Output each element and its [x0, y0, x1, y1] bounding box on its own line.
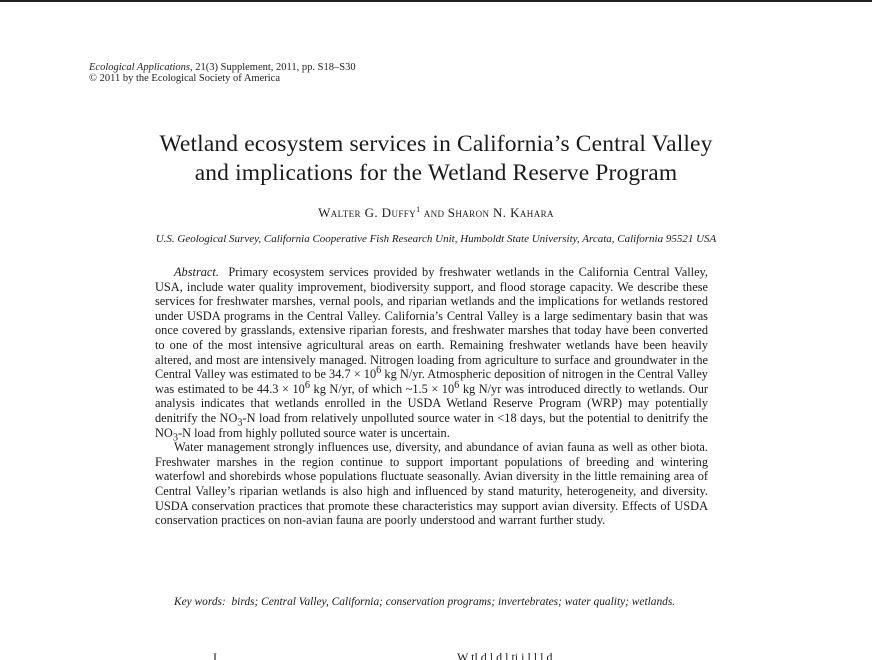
- exponent-1: 6: [376, 365, 382, 377]
- body-text-left-fragment: I: [213, 650, 217, 660]
- abstract-label: Abstract.: [174, 265, 219, 279]
- journal-citation: [89, 62, 356, 84]
- author-joiner: and: [423, 205, 445, 220]
- author-1: Walter G. Duffy: [318, 205, 417, 220]
- abstract: [155, 265, 708, 528]
- title-line-1: Wetland ecosystem services in California’s Central Valley: [159, 131, 713, 157]
- author-2: Sharon N. Kahara: [447, 205, 554, 220]
- citation-line: [89, 62, 356, 73]
- subscript-1: 3: [237, 417, 243, 429]
- abstract-paragraph-1: [155, 265, 709, 443]
- abstract-text-c: kg N/yr, of which ~1.5 × 10: [310, 381, 455, 396]
- key-words-label: Key words:: [174, 596, 226, 608]
- article-title: [0, 130, 872, 188]
- key-words: [155, 596, 708, 609]
- abstract-text-f: -N load from highly polluted source water is uncertain.: [177, 425, 450, 440]
- copyright-line: © 2011 by the Ecological Society of America: [89, 73, 280, 84]
- affiliation: U.S. Geological Survey, California Cooperative Fish Research Unit, Humboldt State University, Arcata, California 95521 USA: [155, 233, 717, 245]
- subscript-2: 3: [172, 432, 178, 443]
- key-words-text: birds; Central Valley, California; conservation programs; invertebrates; water quality; wetlands.: [231, 596, 676, 608]
- abstract-text-b: kg N/yr. Atmospheric deposition of nitrogen in the Central Valley was estimated to be 44.3 × 10: [155, 367, 708, 396]
- journal-name: Ecological Applications: [89, 62, 191, 73]
- abstract-text-d: kg N/yr was introduced directly to wetlands. Our analysis indicates that wetlands enrolled in the USDA Wetland Reserve Program (WRP) may potentially denitrify the NO: [155, 381, 708, 425]
- abstract-text-e: -N load from relatively unpolluted source water in <18 days, but the potential to denitrify the NO: [155, 410, 708, 440]
- exponent-3: 6: [454, 379, 460, 391]
- exponent-2: 6: [304, 379, 310, 391]
- author-list: [0, 205, 872, 221]
- journal-issue: , 21(3) Supplement, 2011, pp. S18–S30: [190, 62, 356, 73]
- body-text-right-fragment: W tl d l d l ti i l l l d: [457, 650, 553, 660]
- abstract-text-a: Primary ecosystem services provided by freshwater wetlands in the California Central Valley, USA, include water quality improvement, biodiversity support, and flood storage capacity. We describe these services for freshwater marshes, vernal pools, and riparian wetlands and the implications for wetlands restored under USDA programs in the Central Valley. California’s Central Valley is a large sedimentary basin that was once covered by grasslands, extensive riparian forests, and freshwater marshes that today have been converted to one of the most intensive agricultural areas on earth. Remaining freshwater wetlands have been heavily altered, and most are intensively managed. Nitrogen loading from agriculture to surface and groundwater in the Central Valley was estimated to be 34.7 × 10: [155, 265, 709, 382]
- abstract-paragraph-2: Water management strongly influences use, diversity, and abundance of avian fauna as well as other biota. Freshwater marshes in the region continue to support important populations of breeding and wintering waterfowl and shorebirds whose populations fluctuate seasonally. Avian diversity in the little remaining area of Central Valley’s riparian wetlands is also high and influenced by stand maturity, heterogeneity, and diversity. USDA conservation practices that promote these characteristics may support avian diversity. Effects of USDA conservation practices on non-avian fauna are poorly understood and warrant further study.: [155, 440, 708, 528]
- author-1-footnote-mark: 1: [416, 205, 421, 215]
- title-line-2: and implications for the Wetland Reserve Program: [194, 160, 678, 186]
- cut-off-body-text: [0, 650, 872, 660]
- top-rule: [0, 0, 872, 2]
